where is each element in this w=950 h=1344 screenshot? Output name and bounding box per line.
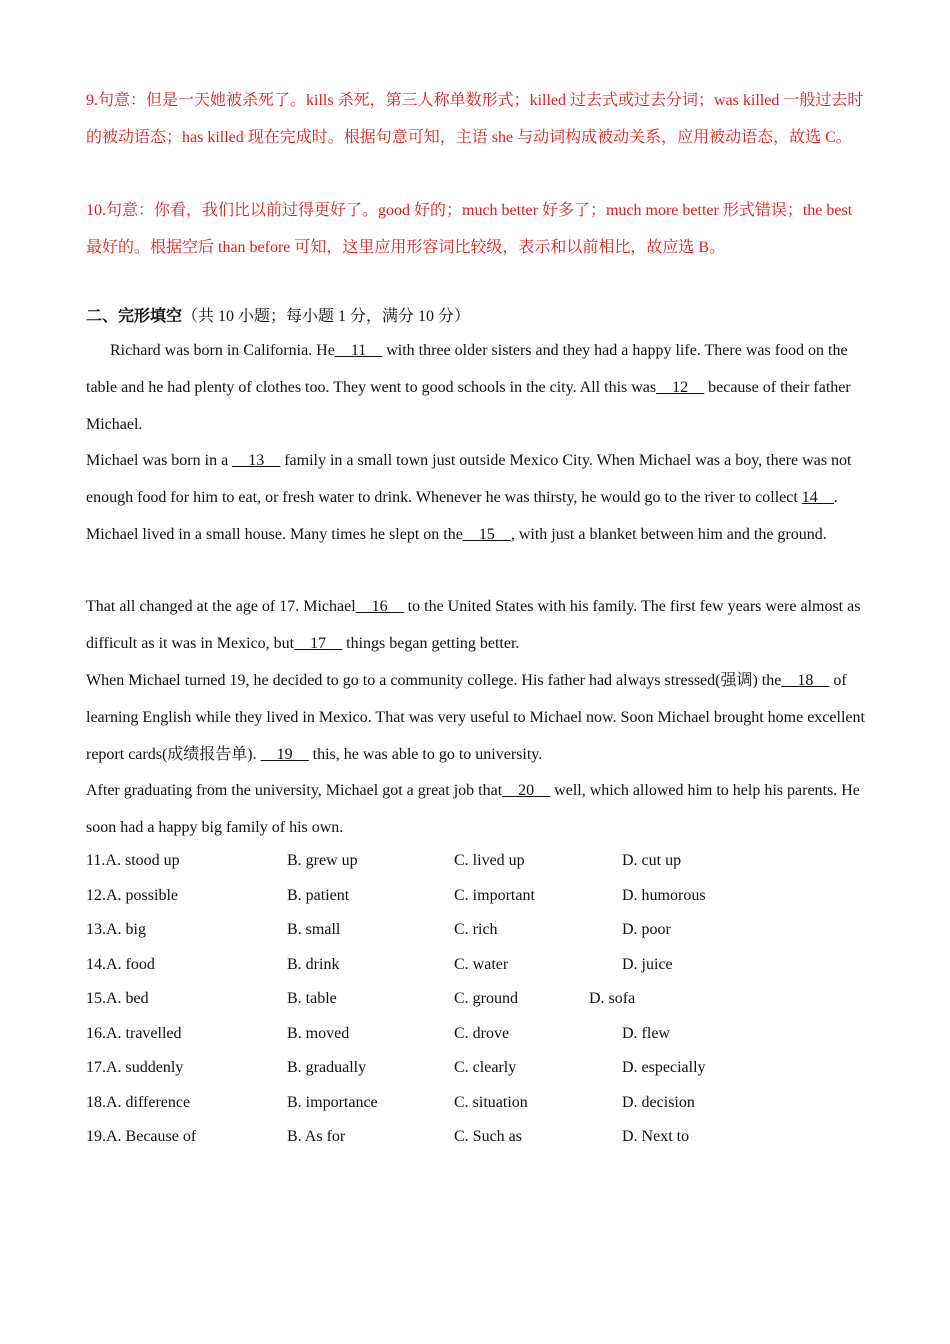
option-d: D. juice: [622, 956, 673, 973]
passage-text: When Michael turned 19, he decided to go to a community college. His father had always stressed(强调) the: [86, 672, 782, 689]
answer-explanation-10: 10.句意：你看，我们比以前过得更好了。good 好的；much better 好多了；much more better 形式错误；the best 最好的。根据空后 than before 可知，这里应用形容词比较级，表示和以前相比，故应选 B。: [86, 202, 853, 256]
option-row-11: [86, 852, 868, 876]
option-c: C. lived up: [454, 852, 525, 869]
passage-text: this, he was able to go to university.: [308, 746, 543, 763]
section-title: [86, 302, 470, 331]
option-b: B. table: [287, 990, 337, 1007]
option-b: B. drink: [287, 956, 340, 973]
passage-text: After graduating from the university, Michael got a great job that: [86, 782, 503, 799]
passage-paragraph-3: [86, 588, 868, 662]
option-b: B. grew up: [287, 852, 358, 869]
option-c: C. situation: [454, 1094, 528, 1111]
option-a: 13.A. big: [86, 921, 146, 938]
option-c: C. Such as: [454, 1128, 522, 1145]
passage-text: Michael was born in a: [86, 452, 233, 469]
option-row-19: [86, 1128, 868, 1152]
blank-11: __11__: [334, 342, 383, 359]
passage-text: That all changed at the age of 17. Michael: [86, 598, 356, 615]
blank-15: __15__: [462, 526, 511, 543]
passage-text: of learning English while they lived in Mexico. That was very useful to Michael now. Soon Michael brought home excellent report cards(成绩报告单).: [86, 672, 865, 763]
passage-text: Richard was born in California. He: [110, 342, 335, 359]
blank-12: __12__: [656, 379, 705, 396]
option-d: D. decision: [622, 1094, 695, 1111]
option-row-18: [86, 1094, 868, 1118]
passage-text: well, which allowed him to help his parents. He soon had a happy big family of his own.: [86, 782, 860, 836]
option-b: B. As for: [287, 1128, 346, 1145]
passage-text: things began getting better.: [342, 635, 520, 652]
option-row-13: [86, 921, 868, 945]
option-row-16: [86, 1025, 868, 1049]
option-row-17: [86, 1059, 868, 1083]
option-d: D. flew: [622, 1025, 670, 1042]
option-c: C. ground: [454, 990, 518, 1007]
option-d: D. cut up: [622, 852, 682, 869]
option-c: C. drove: [454, 1025, 510, 1042]
option-d: D. Next to: [622, 1128, 690, 1145]
option-a: 18.A. difference: [86, 1094, 191, 1111]
option-d: D. sofa: [589, 990, 636, 1007]
option-b: B. gradually: [287, 1059, 367, 1076]
passage-text: family in a small town just outside Mexico City. When Michael was a boy, there was not enough food for him to eat, or fresh water to drink. Whenever he was thirsty, he would go to the river to collect: [86, 452, 852, 506]
option-b: B. moved: [287, 1025, 350, 1042]
blank-20: __20__: [502, 782, 551, 799]
option-a: 16.A. travelled: [86, 1025, 182, 1042]
option-row-14: [86, 956, 868, 980]
option-row-15: [86, 990, 868, 1014]
blank-19: __19__: [260, 746, 309, 763]
blank-14: 14__: [801, 489, 834, 506]
option-b: B. patient: [287, 887, 350, 904]
option-a: 19.A. Because of: [86, 1128, 197, 1145]
passage-text: , with just a blanket between him and the ground.: [510, 526, 827, 543]
option-d: D. humorous: [622, 887, 706, 904]
passage-paragraph-2: [86, 442, 868, 553]
passage-paragraph-4: [86, 662, 868, 773]
option-row-12: [86, 887, 868, 911]
option-b: B. small: [287, 921, 341, 938]
blank-16: __16__: [355, 598, 404, 615]
option-a: 15.A. bed: [86, 990, 149, 1007]
option-a: 14.A. food: [86, 956, 155, 973]
option-d: D. especially: [622, 1059, 706, 1076]
blank-17: __17__: [294, 635, 343, 652]
passage-text: because of their father Michael.: [86, 379, 851, 433]
option-c: C. clearly: [454, 1059, 517, 1076]
passage-text: . Michael lived in a small house. Many times he slept on the: [86, 489, 838, 543]
section-note: （共 10 小题；每小题 1 分，满分 10 分）: [182, 308, 471, 325]
blank-18: __18__: [781, 672, 830, 689]
option-c: C. water: [454, 956, 509, 973]
passage-paragraph-5: [86, 772, 868, 846]
passage-text: to the United States with his family. The first few years were almost as difficult as it was in Mexico, but: [86, 598, 861, 652]
option-c: C. important: [454, 887, 535, 904]
option-c: C. rich: [454, 921, 498, 938]
option-a: 17.A. suddenly: [86, 1059, 184, 1076]
answer-explanation-9: 9.句意：但是一天她被杀死了。kills 杀死，第三人称单数形式；killed 过去式或过去分词；was killed 一般过去时的被动语态；has killed 现在完成时。根据句意可知，主语 she 与动词构成被动关系，应用被动语态，故选 C。: [86, 92, 864, 146]
passage-text: with three older sisters and they had a happy life. There was food on the table and he had plenty of clothes too. They went to good schools in the city. All this was: [86, 342, 848, 396]
option-a: 11.A. stood up: [86, 852, 180, 869]
option-b: B. importance: [287, 1094, 378, 1111]
passage-paragraph-1: [86, 332, 868, 443]
option-a: 12.A. possible: [86, 887, 178, 904]
section-heading: 二、完形填空: [86, 306, 183, 325]
option-d: D. poor: [622, 921, 671, 938]
blank-13: __13__: [232, 452, 281, 469]
